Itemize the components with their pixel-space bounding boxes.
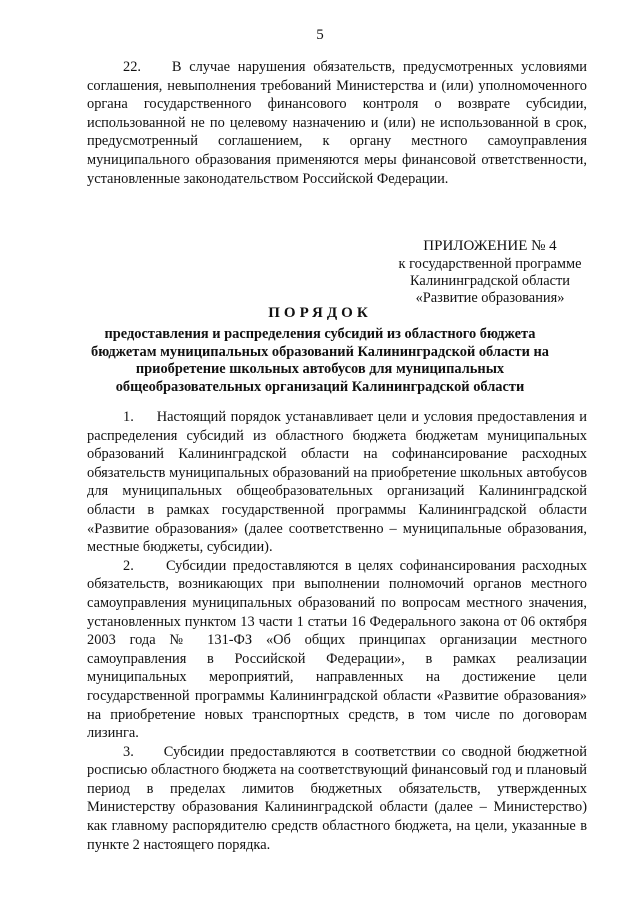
appendix-block: [390, 238, 590, 307]
paragraph-2: 2. Субсидии предоставляются в целях софинансирования расходных обязательств, возникающих при выполнении полномочий органов местного самоуправления муниципальных образований по вопросам местного значения, установленных пунктом 13 части 1 статьи 16 Федерального закона от 06 октября 2003 года № 131-ФЗ «Об общих принципах организации местного самоуправления в Российской Федерации», в рамках реализации муниципальных мероприятий, направленных на достижение цели государственной программы Калининградской области «Развитие образования» на приобретение новых транспортных средств, в том числе по договорам лизинга.: [87, 557, 587, 742]
document-subtitle: предоставления и распределения субсидий из областного бюджета бюджетам муниципальных образований Калининградской области на приобретение школьных автобусов для муниципальных общеобразовательных организаций Калининградской области: [91, 326, 549, 395]
paragraph-22: [87, 58, 587, 188]
document-title: ПОРЯДОК: [268, 305, 372, 321]
paragraph-3: 3. Субсидии предоставляются в соответствии со сводной бюджетной росписью областного бюджета на соответствующий финансовый год и плановый период в пределах лимитов бюджетных обязательств, утвержденных Министерству образования Калининградской области (далее – Министерство) как главному распорядителю средств областного бюджета, на цели, указанные в пункте 2 настоящего порядка.: [87, 743, 587, 853]
paragraph-22-text: 22. В случае нарушения обязательств, предусмотренных условиями соглашения, невыполнения требований Министерства и (или) уполномоченного органа государственного финансового контроля о возврате субсидии, использованной не по целевому назначению и (или) не использованной в срок, предусмотренный соглашением, к органу местного самоуправления муниципального образования применяются меры финансовой ответственности, установленные законодательством Российской Федерации.: [87, 59, 587, 187]
appendix-title: ПРИЛОЖЕНИЕ № 4: [423, 238, 557, 254]
page-number: 5: [316, 27, 324, 43]
appendix-line-3: «Развитие образования»: [415, 290, 565, 306]
appendix-line-2: Калининградской области: [410, 273, 570, 289]
appendix-line-1: к государственной программе: [398, 256, 582, 272]
paragraph-1: 1. Настоящий порядок устанавливает цели и условия предоставления и распределения субсидий из областного бюджета бюджетам муниципальных образований Калининградской области на софинансирование расходных обязательств муниципальных образований на приобретение школьных автобусов для муниципальных общеобразовательных организаций Калининградской области в рамках государственной программы Калининградской области «Развитие образования» (далее соответственно – муниципальные образования, местные бюджеты, субсидии).: [87, 409, 587, 556]
numbered-paragraphs: [87, 408, 587, 854]
